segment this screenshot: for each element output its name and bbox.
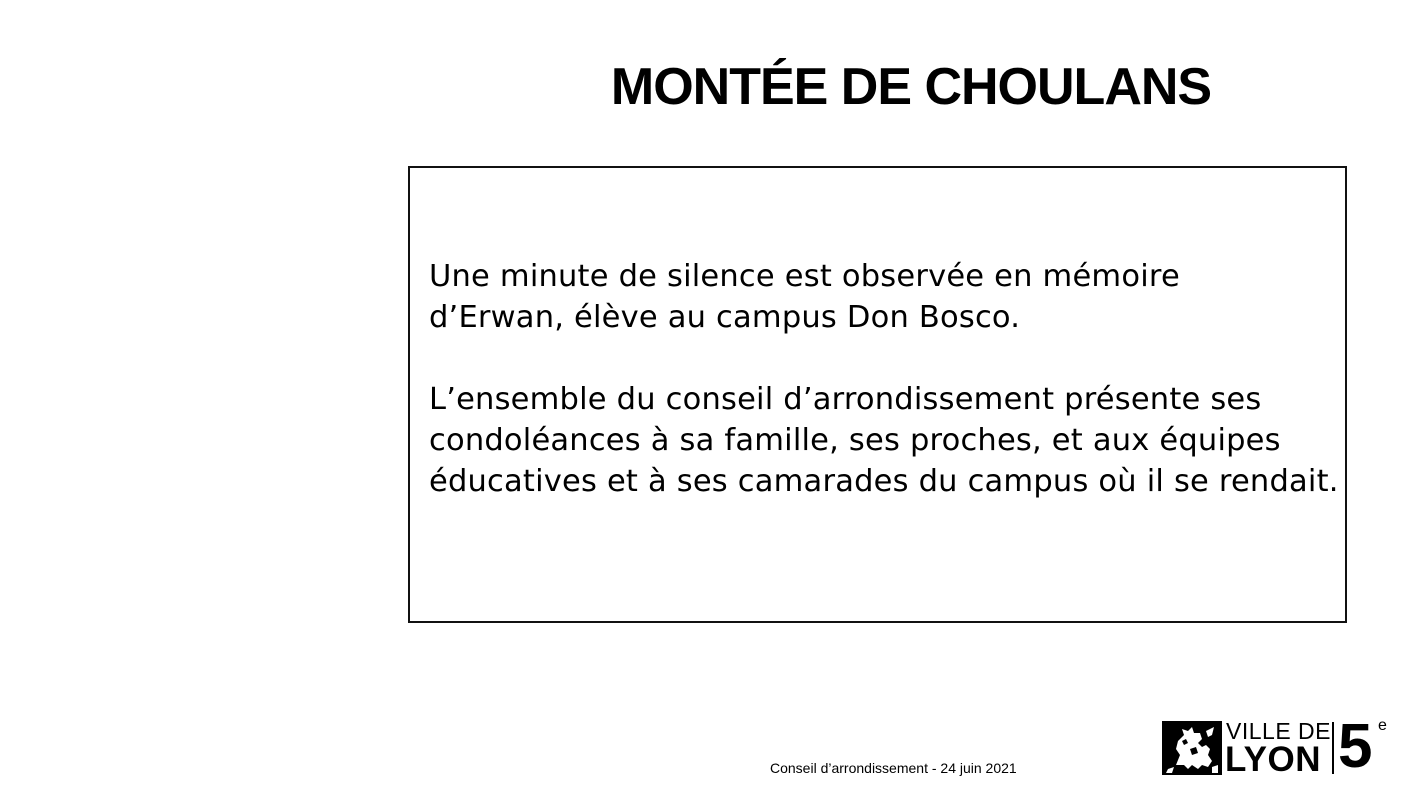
message-line: L’ensemble du conseil d’arrondissement présente ses bbox=[429, 382, 1262, 417]
message-text bbox=[429, 256, 1339, 502]
message-line: Une minute de silence est observée en mémoire bbox=[429, 259, 1180, 294]
message-line: d’Erwan, élève au campus Don Bosco. bbox=[429, 300, 1021, 335]
slide-title: MONTÉE DE CHOULANS bbox=[610, 58, 1212, 116]
logo-ville-de: VILLE DE bbox=[1226, 718, 1331, 744]
lion-icon bbox=[1162, 721, 1222, 775]
message-paragraph-1 bbox=[429, 256, 1334, 338]
ville-de-lyon-5e-logo bbox=[1162, 712, 1392, 781]
logo-superscript: e bbox=[1378, 717, 1387, 734]
logo-lyon: LYON bbox=[1225, 740, 1322, 779]
message-line: condoléances à sa famille, ses proches, et aux équipes bbox=[429, 423, 1281, 458]
message-box bbox=[408, 166, 1347, 623]
footer-text: Conseil d’arrondissement - 24 juin 2021 bbox=[770, 760, 1017, 776]
message-line: éducatives et à ses camarades du campus où il se rendait. bbox=[429, 464, 1339, 499]
message-paragraph-2 bbox=[429, 379, 1339, 502]
logo-divider bbox=[1332, 722, 1334, 774]
logo-arrondissement-number: 5 bbox=[1338, 712, 1373, 781]
